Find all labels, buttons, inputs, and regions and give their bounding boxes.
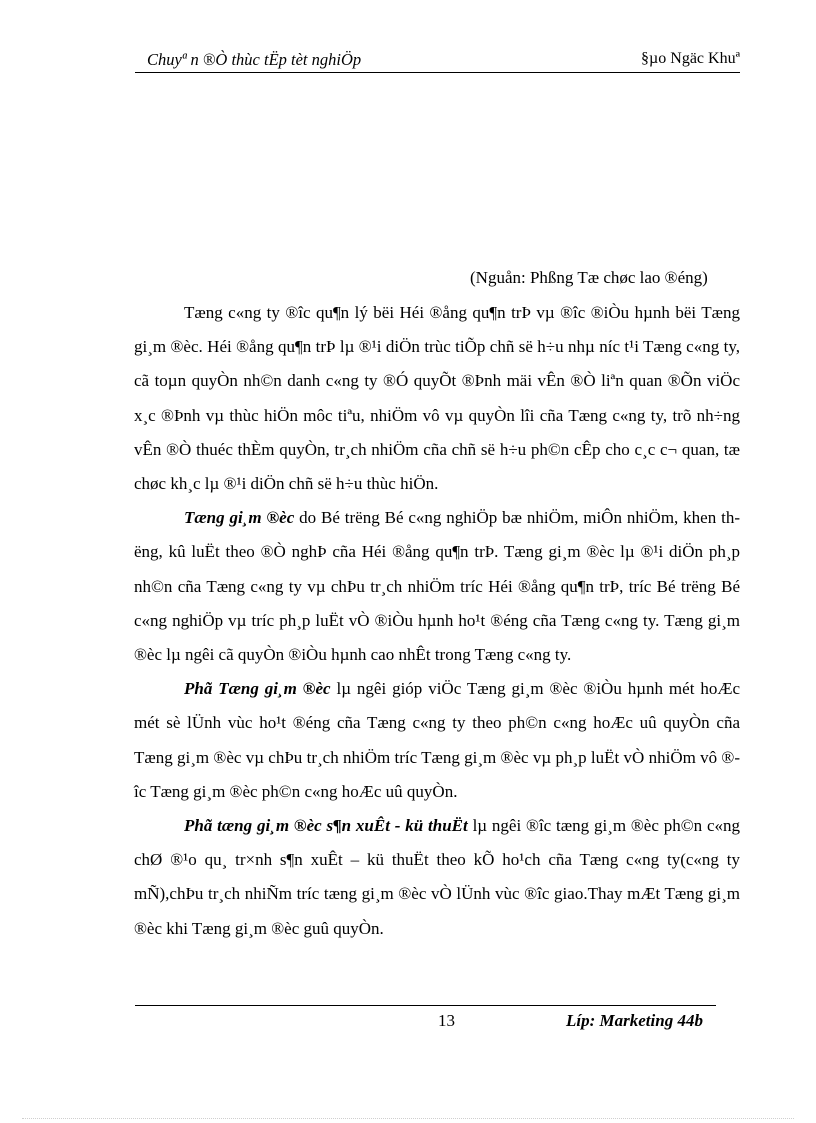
body-text [134, 296, 740, 946]
paragraph-general-director [134, 501, 740, 672]
paragraph-lead: Phã Tæng gi¸m ®èc [184, 679, 331, 699]
footer-divider [135, 1005, 716, 1006]
paragraph-text: lµ ngêi ®îc tæng gi¸m ®èc ph©n c«ng chØ ®¹o qu¸ tr×nh s¶n xuÊt – kü thuËt theo kÕ ho¹ch cña Tæng c«ng ty(c«ng ty mÑ),chÞu tr¸ch nhiÑm tríc tæng gi¸m ®èc vÒ lÜnh vùc ®îc giao.Thay mÆt Tæng gi¸m ®èc khi Tæng gi¸m ®èc guû quyÒn. [134, 816, 741, 938]
page-edge-divider [22, 1118, 794, 1119]
paragraph-deputy-director [134, 672, 740, 809]
paragraph-text: lµ ngêi gióp viÖc Tæng gi¸m ®èc ®iÒu hµnh mét hoÆc mét sè lÜnh vùc ho¹t ®éng cña Tæng c«ng ty theo ph©n c«ng hoÆc uû quyÒn cña Tæng gi¸m ®èc vµ chÞu tr¸ch nhiÖm tríc Tæng gi¸m ®èc vµ ph¸p luËt vÒ nhiÖm vô ®îc Tæng gi¸m ®èc ph©n c«ng hoÆc uû quyÒn. [134, 679, 740, 801]
paragraph-text: do Bé trëng Bé c«ng nghiÖp bæ nhiÖm, miÔn nhiÖm, khen thëng, kû luËt theo ®Ò nghÞ cña Héi ®ång qu¶n trÞ. Tæng gi¸m ®èc lµ ®¹i diÖn ph¸p nh©n cña Tæng c«ng ty vµ chÞu tr¸ch nhiÖm tríc Héi ®ång qu¶n trÞ, tríc Bé trëng Bé c«ng nghiÖp vµ tríc ph¸p luËt vÒ ®iÒu hµnh ho¹t ®éng cña Tæng c«ng ty. Tæng gi¸m ®èc lµ ngêi cã quyÒn ®iÒu hµnh cao nhÊt trong Tæng c«ng ty. [134, 508, 741, 665]
header-author: §µo Ngäc Khuª [641, 50, 740, 67]
source-note: (Nguån: Phßng Tæ chøc lao ®éng) [470, 268, 708, 287]
paragraph-lead: Tæng gi¸m ®èc [184, 508, 295, 528]
paragraph-production-deputy [134, 809, 740, 946]
page-number: 13 [438, 1011, 455, 1030]
class-label: Líp: Marketing 44b [566, 1011, 703, 1030]
paragraph-text: Tæng c«ng ty ®îc qu¶n lý bëi Héi ®ång qu¶n trÞ vµ ®îc ®iÒu hµnh bëi Tæng gi¸m ®èc. Héi ®ång qu¶n trÞ lµ ®¹i diÖn trùc tiÕp chñ së h÷u nhµ níc t¹i Tæng c«ng ty, cã toµn quyÒn nh©n danh c«ng ty ®Ó quyÕt ®Þnh mäi vÊn ®Ò liªn quan ®Õn viÖc x¸c ®Þnh vµ thùc hiÖn môc tiªu, nhiÖm vô vµ quyÒn lîi cña Tæng c«ng ty, trõ nh÷ng vÊn ®Ò thuéc thÈm quyÒn, tr¸ch nhiÖm cña chñ së h÷u ph©n cÊp cho c¸c c¬ quan, tæ chøc kh¸c lµ ®¹i diÖn chñ së h÷u thùc hiÖn. [134, 303, 740, 494]
paragraph-board [134, 296, 740, 501]
header-title: Chuyª n ®Ò thùc tËp tèt nghiÖp [147, 50, 362, 69]
paragraph-lead: Phã tæng gi¸m ®èc s¶n xuÊt - kü thuËt [184, 816, 468, 836]
running-header [135, 46, 740, 73]
